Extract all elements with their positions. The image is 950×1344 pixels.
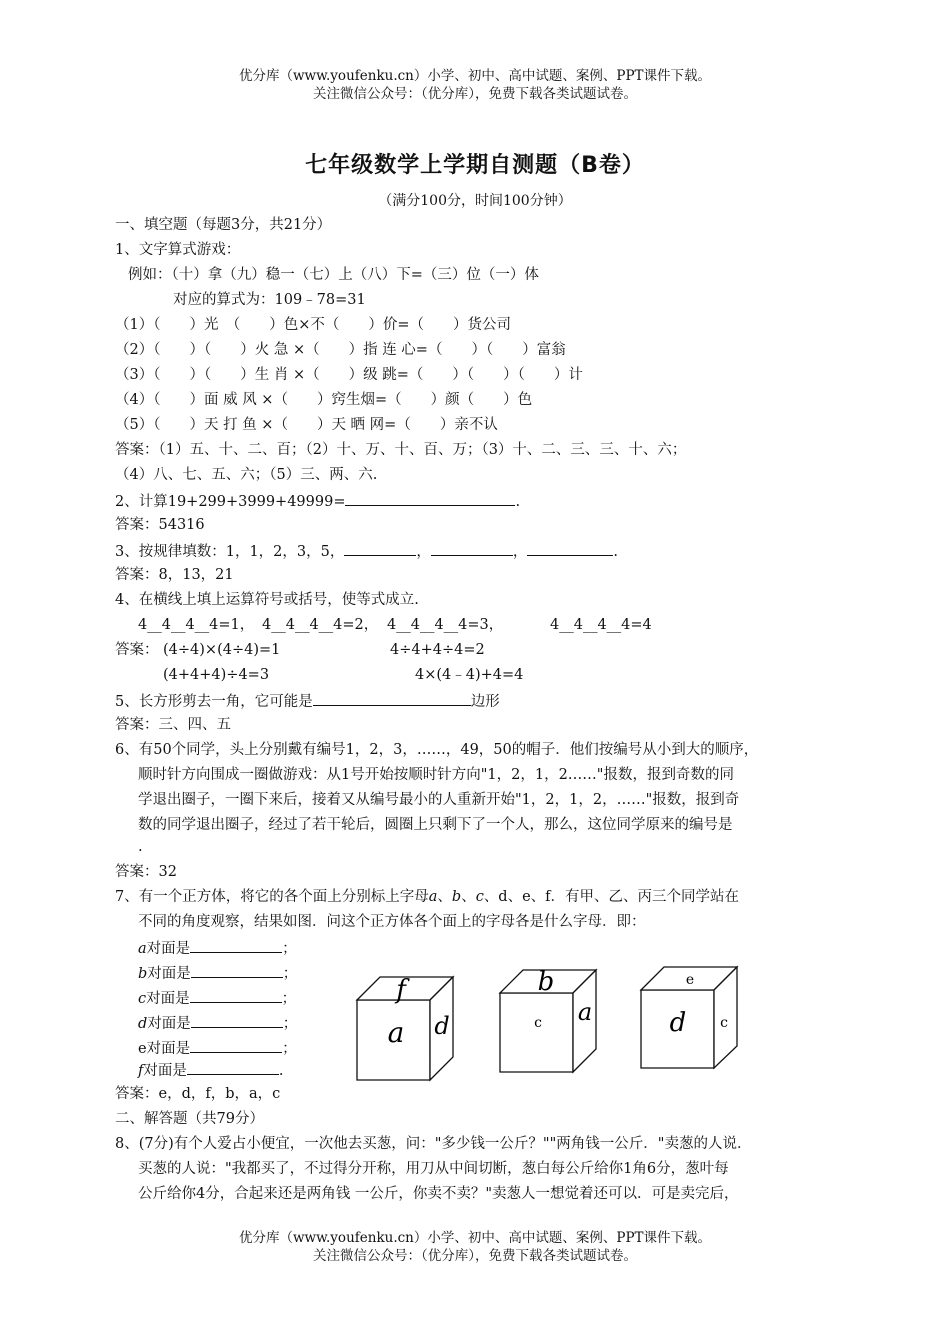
answer-blank[interactable]	[191, 1013, 283, 1028]
section-2-heading: 二、解答题（共79分）	[115, 1111, 264, 1127]
q7-row: e对面是 ；	[138, 1038, 297, 1058]
q4-answer-1: (4÷4)×(4÷4)=1	[163, 642, 281, 658]
cube-2-top-letter: b	[537, 967, 555, 997]
q7-row: d对面是 ；	[138, 1013, 297, 1033]
q6-line: 6、有50个同学，头上分别戴有编号1，2，3，……，49，50的帽子．他们按编号从小到大的顺序，	[115, 742, 759, 758]
q7-answer: 答案：e，d，f，b，a，c	[115, 1086, 281, 1102]
q4-answer-4: 4×(4﹣4)+4=4	[415, 667, 524, 683]
cube-1-front-letter: a	[387, 1016, 405, 1049]
cube-figures	[350, 960, 750, 1085]
q4-answer-2: 4÷4+4÷4=2	[390, 642, 485, 658]
q6-line: 学退出圈子，一圈下来后，接着又从编号最小的人重新开始"1，2，1，2，……"报数，报到奇	[138, 792, 740, 808]
q3-answer: 答案：8，13，21	[115, 567, 234, 583]
answer-blank[interactable]	[190, 988, 282, 1003]
answer-blank[interactable]	[345, 491, 515, 506]
answer-blank[interactable]	[191, 963, 283, 978]
q4-answer-3: (4+4+4)÷4=3	[163, 667, 270, 683]
q1-item: （4）（ ）面 威 风 ×（ ）窍生烟=（ ）颜（ ）色	[115, 392, 533, 408]
q1-answer-cont: （4）八、七、五、六；（5）三、两、六.	[115, 467, 378, 483]
q7-row: a对面是 ；	[138, 938, 297, 958]
answer-blank[interactable]	[431, 541, 513, 556]
cube-1-top-letter: f	[396, 975, 406, 1005]
answer-blank[interactable]	[344, 541, 416, 556]
cube-3-top-letter: e	[685, 972, 695, 988]
q4-equation-2: 4__4__4__4=2，	[262, 617, 379, 633]
q6-line: 顺时针方向围成一圈做游戏：从1号开始按顺时针方向"1，2，1，2……"报数，报到奇数的同	[138, 767, 734, 783]
q8-line: 8、(7分)有个人爱占小便宜，一次他去买葱，问："多少钱一公斤？""两角钱一公斤．"卖葱的人说．	[115, 1136, 752, 1152]
cube-3	[641, 967, 737, 1068]
q3-text: 3、按规律填数：1，1，2，3，5， ， ， .	[115, 541, 618, 561]
q1-example: 例如：（十）拿（九）稳一（七）上（八）下=（三）位（一）体	[128, 267, 539, 283]
q7-row: b对面是 ；	[138, 963, 297, 983]
q8-line: 买葱的人说："我都买了，不过得分开称，用刀从中间切断，葱白每公斤给你1角6分，葱叶每	[138, 1161, 729, 1177]
answer-blank[interactable]	[527, 541, 613, 556]
q2-text: 2、计算19+299+3999+49999= .	[115, 491, 520, 511]
cube-2-front-letter: c	[534, 1015, 542, 1031]
q1-formula: 对应的算式为：109﹣78=31	[173, 292, 366, 308]
header-line-2: 关注微信公众号：（优分库），免费下载各类试题试卷。	[313, 86, 637, 102]
q5-answer: 答案：三、四、五	[115, 717, 231, 733]
cube-2	[500, 967, 596, 1072]
q7-row: f对面是 .	[138, 1060, 283, 1080]
section-1-heading: 一、填空题（每题3分，共21分）	[115, 217, 332, 233]
q4-answer-label: 答案：	[115, 642, 159, 658]
cube-1-side-letter: d	[434, 1012, 450, 1040]
answer-blank[interactable]	[190, 938, 282, 953]
q4-equation-1: 4__4__4__4=1，	[138, 617, 255, 633]
q7-line-2: 不同的角度观察，结果如图．问这个正方体各个面上的字母各是什么字母．即：	[138, 914, 646, 930]
q6-line: 数的同学退出圈子，经过了若干轮后，圆圈上只剩下了一个人，那么，这位同学原来的编号是	[138, 817, 733, 833]
footer-line-2: 关注微信公众号：（优分库），免费下载各类试题试卷。	[313, 1248, 637, 1264]
cube-3-front-letter: d	[669, 1008, 687, 1038]
q1-item: （1）（ ）光 （ ）色×不（ ）价=（ ）货公司	[115, 317, 512, 333]
q2-answer: 答案：54316	[115, 517, 205, 533]
q5-text: 5、长方形剪去一角，它可能是 边形	[115, 691, 500, 711]
answer-blank[interactable]	[313, 691, 471, 706]
page-title: 七年级数学上学期自测题（B卷）	[305, 153, 645, 178]
page-subtitle: （满分100分，时间100分钟）	[378, 193, 572, 209]
q6-line: .	[138, 839, 143, 855]
footer-line-1: 优分库（www.youfenku.cn）小学、初中、高中试题、案例、PPT课件下载。	[238, 1230, 712, 1246]
cube-3-side-letter: c	[720, 1015, 728, 1031]
q1-item: （3）（ ）（ ）生 肖 ×（ ）级 跳=（ ）（ ）（ ）计	[115, 367, 583, 383]
q7-line-1: 7、有一个正方体，将它的各个面上分别标上字母a、b、c、d、e、f．有甲、乙、丙三个同学站在	[115, 889, 740, 905]
answer-blank[interactable]	[187, 1060, 279, 1075]
q4-text: 4、在横线上填上运算符号或括号，使等式成立.	[115, 592, 419, 608]
cube-1	[357, 975, 453, 1080]
q1-item: （5）（ ）天 打 鱼 ×（ ）天 晒 网=（ ）亲不认	[115, 417, 498, 433]
q1-answer: 答案：（1）五、十、二、百；（2）十、万、十、百、万；（3）十、二、三、三、十、六；	[115, 442, 687, 458]
answer-blank[interactable]	[190, 1038, 282, 1053]
header-line-1: 优分库（www.youfenku.cn）小学、初中、高中试题、案例、PPT课件下载。	[238, 68, 712, 84]
q1-item: （2）（ ）（ ）火 急 ×（ ）指 连 心=（ ）（ ）富翁	[115, 342, 566, 358]
q1-title: 1、文字算式游戏：	[115, 242, 241, 258]
q8-line: 公斤给你4分，合起来还是两角钱 一公斤，你卖不卖？"卖葱人一想觉着还可以．可是卖完后，	[138, 1186, 739, 1202]
cube-2-side-letter: a	[577, 998, 593, 1026]
q6-answer: 答案：32	[115, 864, 177, 880]
q4-equation-4: 4__4__4__4=4	[550, 617, 652, 633]
q4-equation-3: 4__4__4__4=3，	[387, 617, 504, 633]
q7-row: c对面是 ；	[138, 988, 296, 1008]
